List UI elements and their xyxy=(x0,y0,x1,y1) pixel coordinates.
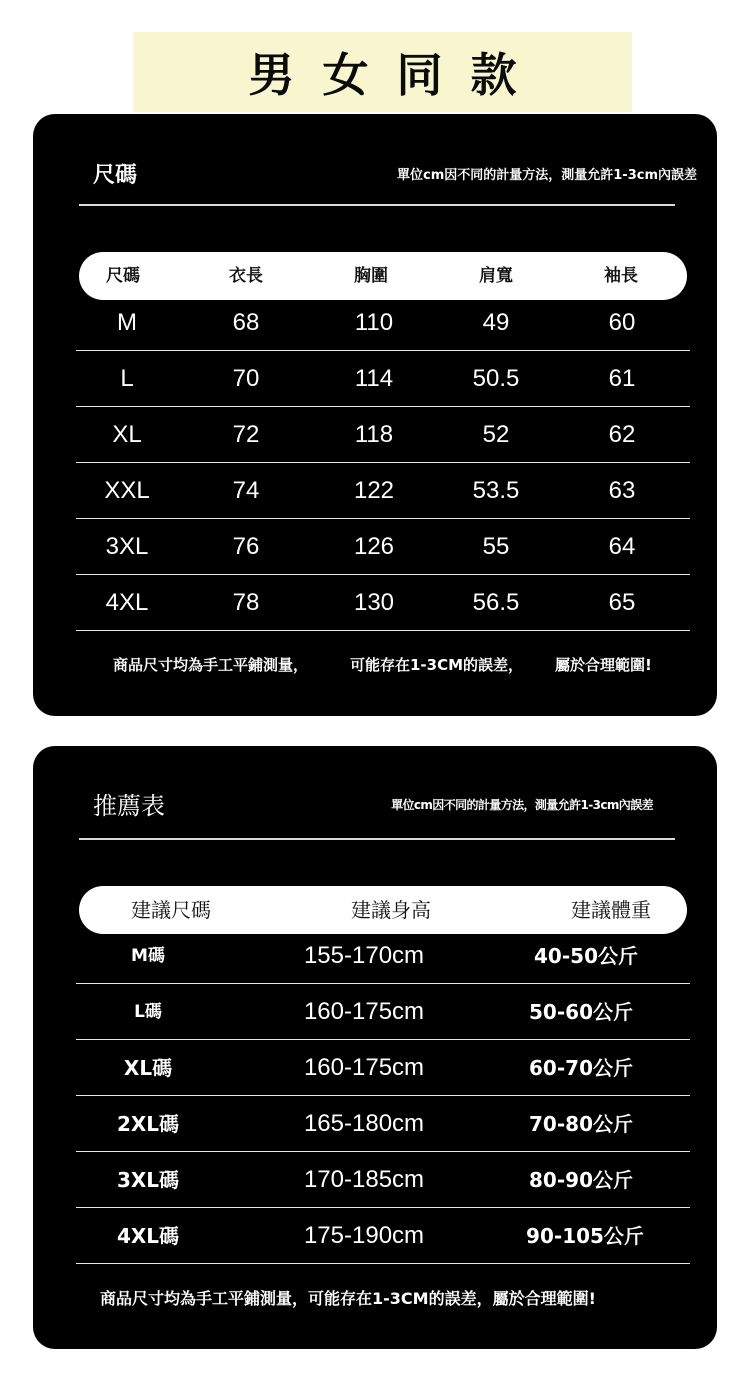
table-cell: 68 xyxy=(232,309,260,336)
recommend-chart-header xyxy=(79,790,697,840)
table-cell: 40-50公斤 xyxy=(534,944,638,968)
size-chart-card xyxy=(33,114,717,716)
table-cell: L xyxy=(120,365,134,392)
table-row xyxy=(76,1040,690,1096)
row-divider xyxy=(76,1263,690,1264)
table-cell: 60 xyxy=(608,309,636,336)
column-header: 胸圍 xyxy=(354,266,388,286)
table-row xyxy=(76,1152,690,1208)
recommend-chart-note: 單位cm因不同的計量方法，測量允許1-3cm內誤差 xyxy=(391,798,653,812)
header-divider xyxy=(79,204,675,206)
table-cell: M碼 xyxy=(131,946,165,966)
table-cell: 4XL碼 xyxy=(116,1224,180,1248)
footer-text: 商品尺寸均為手工平鋪測量， xyxy=(113,656,309,674)
table-cell: 80-90公斤 xyxy=(529,1168,633,1192)
column-header: 肩寬 xyxy=(479,266,513,286)
table-cell: 78 xyxy=(232,589,260,616)
table-cell: 72 xyxy=(232,421,260,448)
table-cell: 3XL xyxy=(105,533,149,560)
table-row xyxy=(76,519,690,575)
table-cell: 114 xyxy=(354,365,394,392)
table-cell: 50.5 xyxy=(472,365,520,392)
table-row xyxy=(76,1208,690,1264)
table-cell: L碼 xyxy=(134,1002,162,1022)
column-header: 建議尺碼 xyxy=(131,898,211,922)
table-cell: 61 xyxy=(608,365,636,392)
table-cell: 175-190cm xyxy=(303,1222,425,1249)
table-row xyxy=(76,351,690,407)
size-chart-note: 單位cm因不同的計量方法，測量允許1-3cm內誤差 xyxy=(397,168,697,183)
size-chart-header xyxy=(79,158,697,208)
table-cell: 50-60公斤 xyxy=(529,1000,633,1024)
table-cell: 155-170cm xyxy=(303,942,425,969)
table-cell: 70 xyxy=(232,365,260,392)
table-cell: 49 xyxy=(482,309,510,336)
row-divider xyxy=(76,630,690,631)
table-cell: 126 xyxy=(353,533,395,560)
footer-text: 商品尺寸均為手工平鋪測量，可能存在1-3CM的誤差，屬於合理範圍! xyxy=(100,1289,596,1308)
table-cell: 74 xyxy=(232,477,260,504)
table-cell: 160-175cm xyxy=(303,998,425,1025)
table-cell: 62 xyxy=(608,421,636,448)
table-row xyxy=(76,984,690,1040)
table-row xyxy=(76,928,690,984)
table-row xyxy=(76,463,690,519)
table-cell: 60-70公斤 xyxy=(529,1056,633,1080)
table-cell: 90-105公斤 xyxy=(526,1224,644,1248)
table-cell: 4XL xyxy=(105,589,149,616)
size-chart-title: 尺碼 xyxy=(93,163,138,188)
table-cell: 3XL碼 xyxy=(116,1168,180,1192)
table-cell: 56.5 xyxy=(472,589,520,616)
table-cell: 63 xyxy=(608,477,636,504)
recommend-chart-card xyxy=(33,746,717,1349)
table-cell: 2XL碼 xyxy=(116,1112,180,1136)
table-cell: 118 xyxy=(354,421,394,448)
table-cell: 65 xyxy=(608,589,636,616)
header-divider xyxy=(79,838,675,840)
table-cell: 70-80公斤 xyxy=(529,1112,633,1136)
table-row xyxy=(76,575,690,631)
table-row xyxy=(76,1096,690,1152)
title-banner xyxy=(133,32,632,112)
table-row xyxy=(76,295,690,351)
footer-text: 可能存在1-3CM的誤差， xyxy=(350,656,524,674)
table-cell: 55 xyxy=(482,533,510,560)
column-header: 衣長 xyxy=(229,266,263,286)
table-cell: 64 xyxy=(608,533,636,560)
table-cell: 165-180cm xyxy=(303,1110,425,1137)
table-cell: 160-175cm xyxy=(303,1054,425,1081)
table-cell: XL xyxy=(112,421,142,448)
banner-title: 男女同款 xyxy=(248,48,545,102)
table-cell: 130 xyxy=(353,589,395,616)
table-cell: XXL xyxy=(104,477,150,504)
table-cell: M xyxy=(117,309,137,336)
table-cell: 53.5 xyxy=(472,477,520,504)
table-cell: XL碼 xyxy=(123,1056,173,1080)
column-header: 袖長 xyxy=(604,266,638,286)
table-cell: 170-185cm xyxy=(303,1166,425,1193)
table-cell: 52 xyxy=(482,421,510,448)
column-header: 尺碼 xyxy=(106,266,140,286)
table-cell: 110 xyxy=(354,309,394,336)
recommend-table-header xyxy=(79,886,687,934)
table-cell: 76 xyxy=(232,533,260,560)
column-header: 建議身高 xyxy=(351,898,431,922)
footer-text: 屬於合理範圍! xyxy=(555,656,652,674)
size-table-header xyxy=(79,252,687,300)
column-header: 建議體重 xyxy=(571,898,651,922)
table-row xyxy=(76,407,690,463)
table-cell: 122 xyxy=(353,477,395,504)
recommend-chart-title: 推薦表 xyxy=(93,792,165,820)
